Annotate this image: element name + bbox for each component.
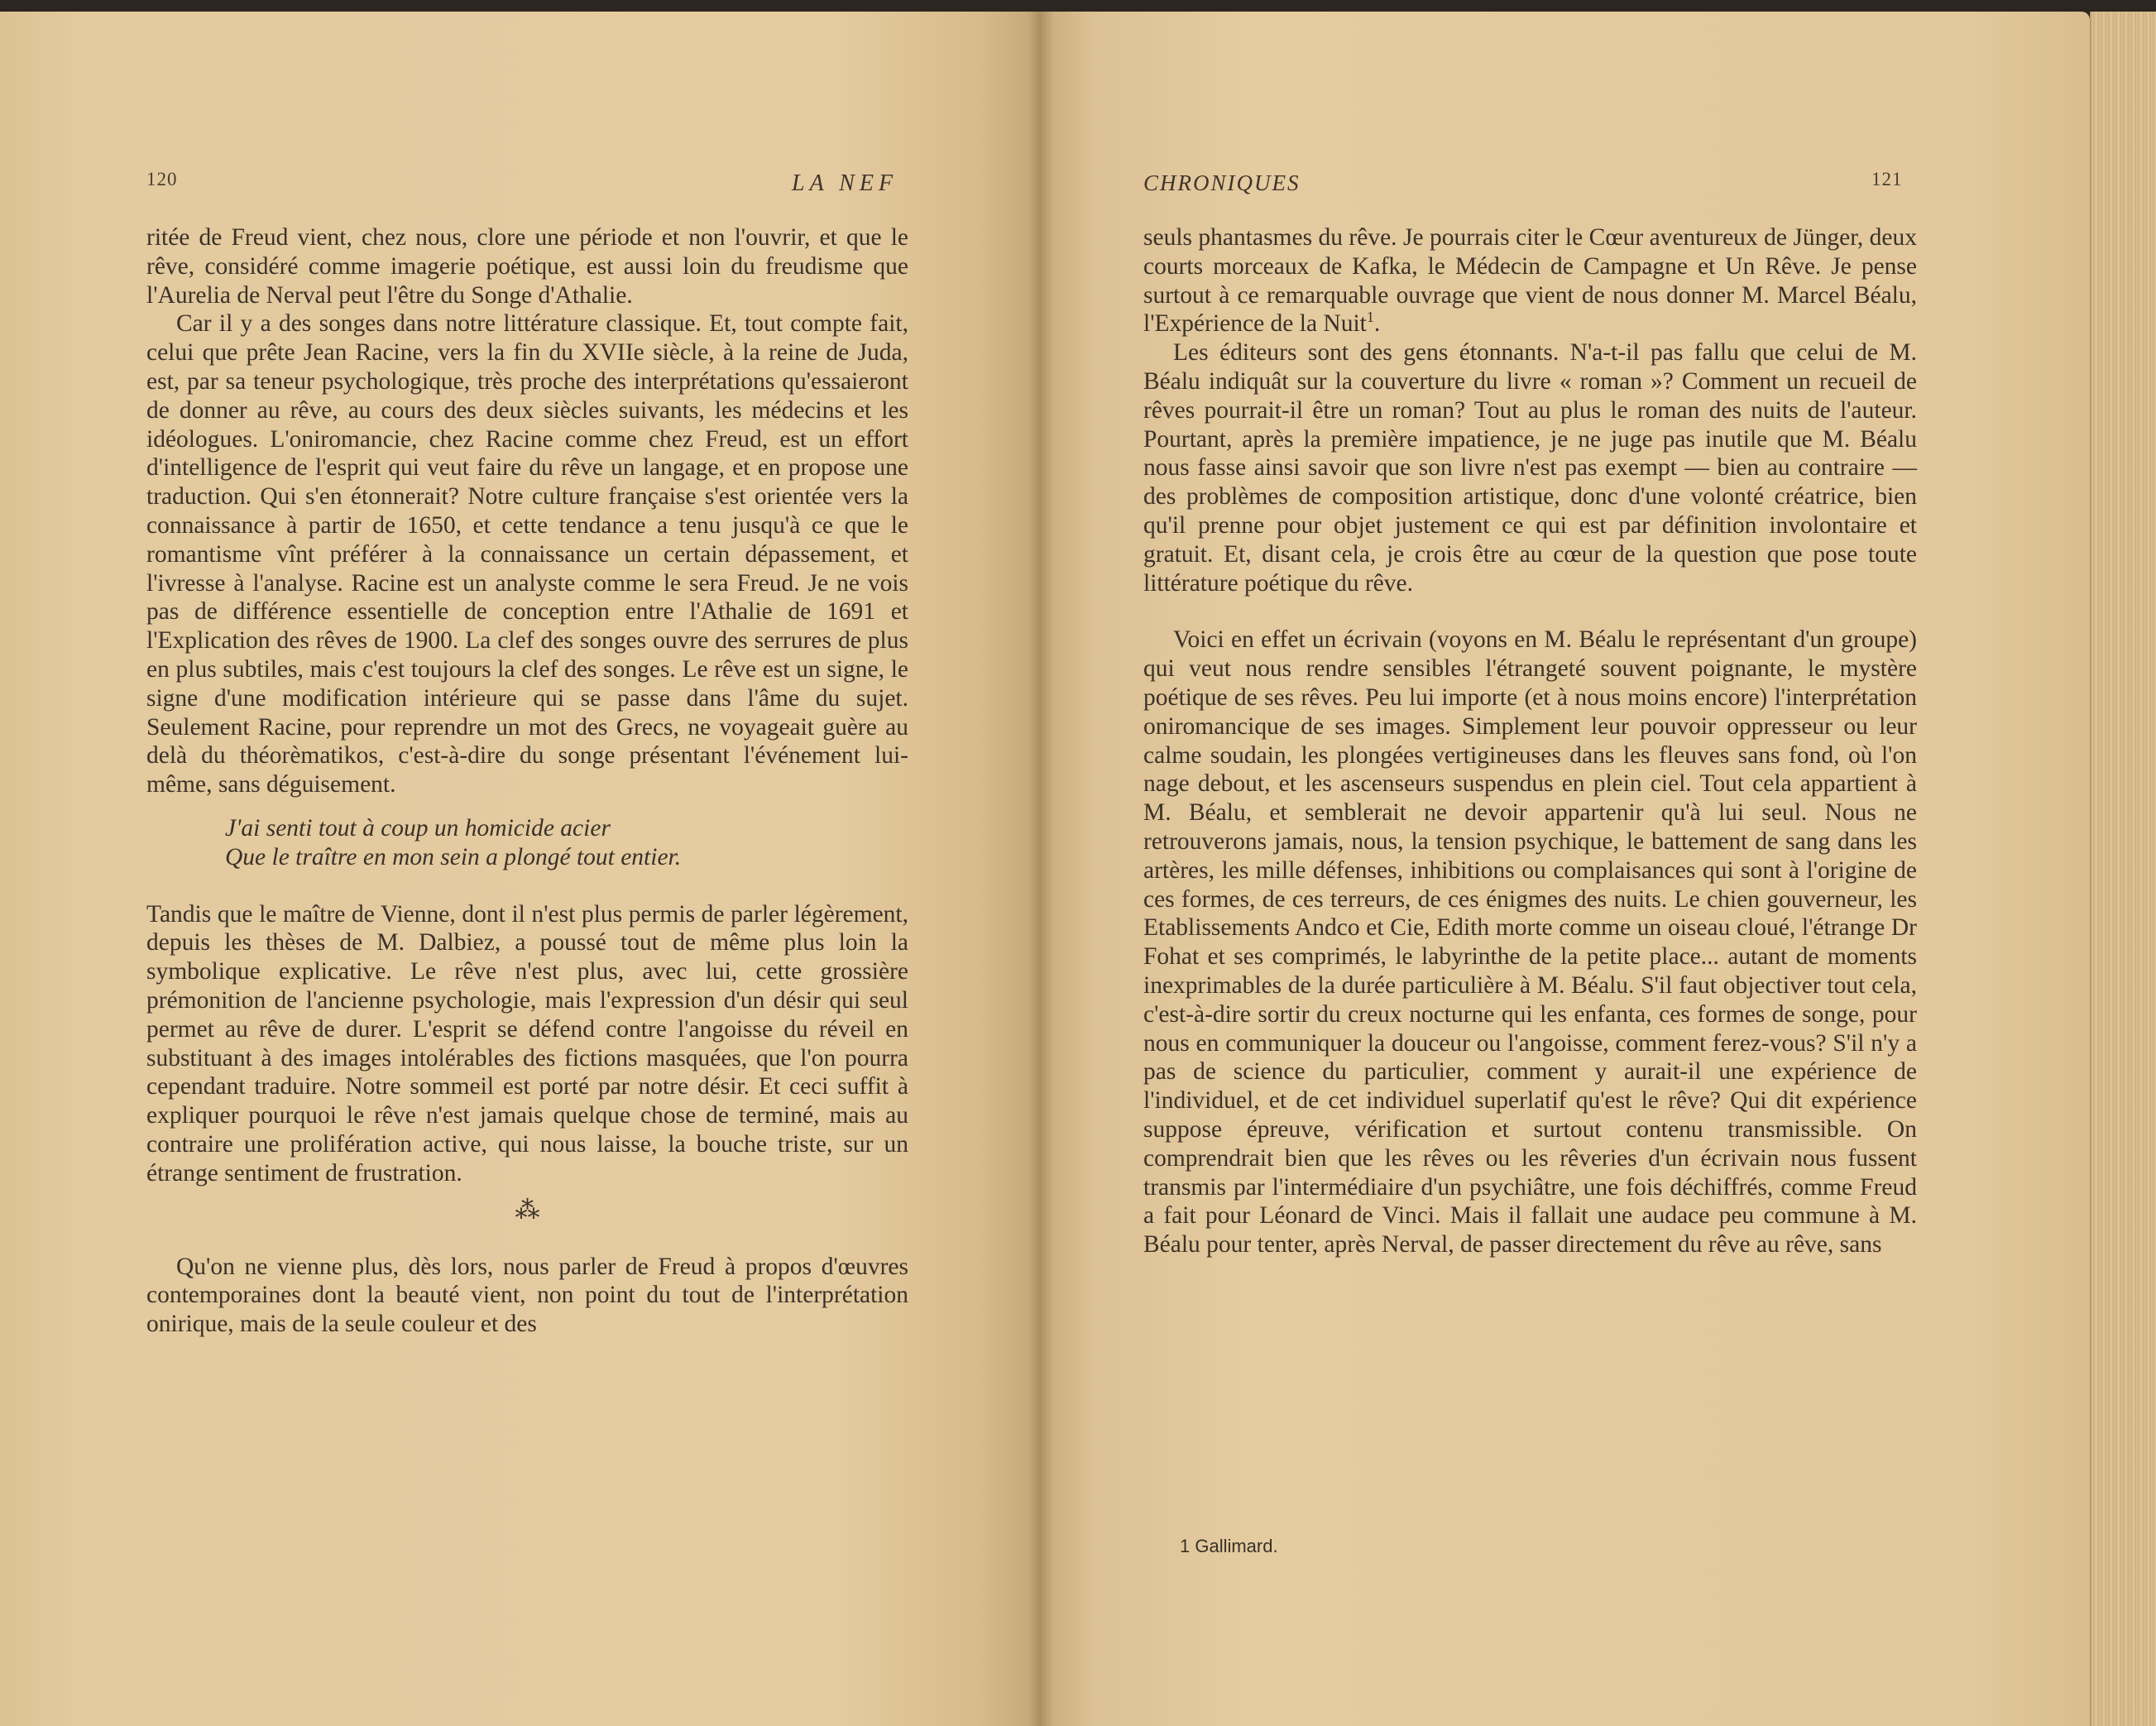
left-paragraph-1: ritée de Freud vient, chez nous, clore une période et non l'ouvrir, et que le rêve, considéré comme imagerie poétique, est aussi loin du freudisme que l'Aurelia de Nerval peut l'être du Songe d'Athalie. (146, 224, 908, 309)
right-page (1041, 12, 2090, 1726)
asterism-separator: ⁂ (515, 1196, 540, 1224)
right-paragraph-1-text: seuls phantasmes du rêve. Je pourrais citer le Cœur aventureux de Jünger, deux courts morceaux de Kafka, le Médecin de Campagne et Un Rêve. Je pense surtout à ce remarquable ouvrage que vient de nous donner M. Marcel Béalu, l'Expérience de la Nuit (1143, 224, 1917, 338)
racine-verse-quote (225, 814, 908, 872)
left-paragraph-4: Qu'on ne vienne plus, dès lors, nous parler de Freud à propos d'œuvres contemporaines dont la beauté vient, non point du tout de l'interprétation onirique, mais de la seule couleur et des (146, 1253, 908, 1338)
right-paragraph-1 (1143, 223, 1917, 338)
footnote-reference-mark: 1 (1366, 309, 1374, 326)
book-gutter-shadow (1028, 12, 1053, 1726)
right-page-number: 121 (1871, 169, 1903, 189)
left-page-number: 120 (146, 169, 178, 189)
right-paragraph-1-end: . (1373, 310, 1381, 338)
left-page (0, 12, 1041, 1726)
left-running-head: LA NEF (792, 170, 898, 196)
verse-line-2: Que le traître en mon sein a plongé tout entier. (225, 843, 682, 870)
right-text-column (1143, 223, 1917, 1259)
page-block-edge (2090, 12, 2156, 1726)
left-text-column (146, 223, 908, 1339)
right-paragraph-2: Les éditeurs sont des gens étonnants. N'a-t-il pas fallu que celui de M. Béalu indiquât sur la couverture du livre « roman »? Comment un recueil de rêves pourrait-il être un roman? Tout au plus le roman des nuits de l'auteur. Pourtant, après la première impatience, je ne juge pas inutile que M. Béalu nous fasse ainsi savoir que son livre n'est pas exempt — bien au contraire — des problèmes de composition artistique, donc d'une volonté créatrice, bien qu'il prenne pour objet justement ce qui est par définition involontaire et gratuit. Et, disant cela, je crois être au cœur de la question que pose toute littérature poétique du rêve. (1143, 339, 1917, 597)
left-paragraph-3: Tandis que le maître de Vienne, dont il n'est plus permis de parler légèrement, depuis les thèses de M. Dalbiez, a poussé tout de même plus loin la symbolique explicative. Le rêve n'est plus, avec lui, cette grossière prémonition de l'ancienne psychologie, mais l'expression d'un désir qui seul permet au rêve de durer. L'esprit se défend contre l'angoisse du réveil en substituant à des images intolérables des fictions masquées, que l'on pourra cependant traduire. Notre sommeil est porté par notre désir. Et ceci suffit à expliquer pourquoi le rêve n'est jamais quelque chose de terminé, mais au contraire une prolifération active, qui nous laisse, la bouche triste, sur un étrange sentiment de frustration. (146, 900, 908, 1187)
paragraph-gap (1143, 597, 1917, 626)
verse-line-1: J'ai senti tout à coup un homicide acier (225, 814, 611, 841)
right-paragraph-3: Voici en effet un écrivain (voyons en M. Béalu le représentant d'un groupe) qui veut nous rendre sensibles l'étrangeté souvent poignante, le mystère poétique de ses rêves. Peu lui importe (et à nous moins encore) l'interprétation oniromancique de ses images. Simplement leur pouvoir oppresseur ou leur calme soudain, les plongées vertigineuses dans les fleuves sans fond, où l'on nage debout, et les ascenseurs suspendus en plein ciel. Tout cela appartient à M. Béalu, et semblerait ne devoir appartenir qu'à lui seul. Nous ne retrouverons jamais, nous, la tension psychique, le battement de sang dans les artères, les mille défenses, inhibitions ou complaisances qui sont à l'origine de ces formes, de ces terreurs, de ces énigmes des nuits. Le chien gouverneur, les Etablissements Andco et Cie, Edith morte comme un oiseau cloué, l'étrange Dr Fohat et ses comprimés, le labyrinthe de la petite place... autant de moments inexprimables de la durée particulière à M. Béalu. S'il faut objectiver tout cela, c'est-à-dire sortir du creux nocturne qui les enfanta, ces formes de songe, pour nous en communiquer la douceur ou l'angoisse, comment ferez-vous? S'il n'y a pas de science du particulier, comment y aurait-il une expérience de l'individuel, et de cet individuel superlatif qu'est le rêve? Qui dit expérience suppose épreuve, vérification et surtout contenu transmissible. On comprendrait bien que les rêves ou les rêveries d'un écrivain nous fussent transmis par l'intermédiaire d'un psychiâtre, une fois déchiffrés, comme Freud a fait pour Léonard de Vinci. Mais il fallait une audace peu commune à M. Béalu pour tenter, après Nerval, de passer directement du rêve au rêve, sans (1143, 626, 1917, 1259)
footnote: 1 Gallimard. (1180, 1536, 1278, 1556)
left-paragraph-2: Car il y a des songes dans notre littérature classique. Et, tout compte fait, celui que prête Jean Racine, vers la fin du XVIIe siècle, à la reine de Juda, est, par sa teneur psychologique, très proche des interprétations qu'essaieront de donner au rêve, au cours des deux siècles suivants, les médecins et les idéologues. L'oniromancie, chez Racine comme chez Freud, est un effort d'intelligence de l'esprit qui veut faire du rêve un langage, et en propose une traduction. Qui s'en étonnerait? Notre culture française s'est orientée vers la connaissance à partir de 1650, et cette tendance a tenu jusqu'à ce que le romantisme vînt préférer à la connaissance un certain dépassement, et l'ivresse à l'analyse. Racine est un analyste comme le sera Freud. Je ne vois pas de différence essentielle de conception entre l'Athalie de 1691 et l'Explication des rêves de 1900. La clef des songes ouvre des serrures de plus en plus subtiles, mais c'est toujours la clef des songes. Le rêve est un signe, le signe d'une modification intérieure qui se passe dans l'âme du sujet. Seulement Racine, pour reprendre un mot des Grecs, ne voyageait guère au delà du théorèmatikos, c'est-à-dire du songe présentant l'événement lui-même, sans déguisement. (146, 310, 908, 798)
right-running-head: CHRONIQUES (1143, 170, 1301, 195)
